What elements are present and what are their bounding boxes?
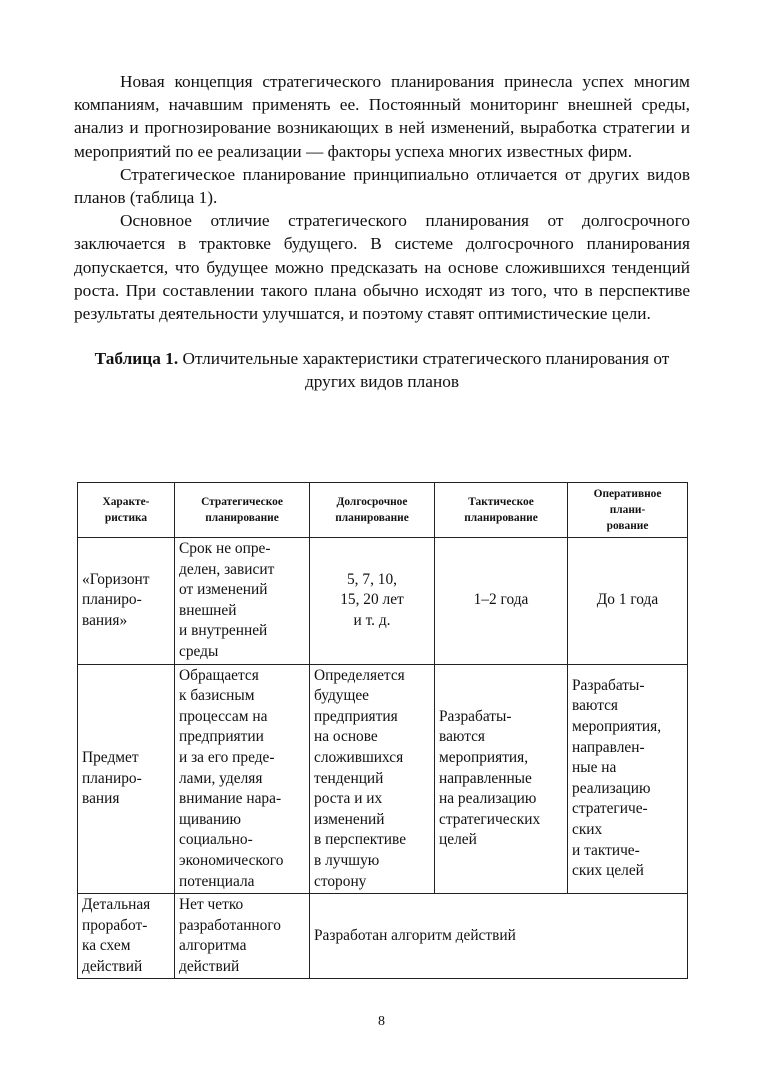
header-operational: Оперативное плани- рование	[568, 483, 688, 538]
table-caption-text: Отличительные характеристики стратегического планирования от других видов планов	[182, 349, 670, 392]
header-long-term: Долгосрочное планирование	[310, 483, 435, 538]
cell-subject-label: Предмет планиро- вания	[78, 664, 175, 894]
cell-detail-strategic: Нет четко разработанного алгоритма действий	[175, 894, 310, 979]
header-characteristic: Характе- ристика	[78, 483, 175, 538]
cell-horizon-long-term: 5, 7, 10, 15, 20 лет и т. д.	[310, 538, 435, 665]
table-caption	[74, 347, 690, 393]
paragraph-1: Новая концепция стратегического планирования принесла успех многим компаниям, начавшим применять ее. Постоянный мониторинг внешней среды, анализ и прогнозирование возникающих в ней изменений, выработка стратегии и мероприятий по ее реализации — факторы успеха многих известных фирм.	[74, 72, 690, 161]
paragraph-2: Стратегическое планирование принципиально отличается от других видов планов (таблица 1).	[74, 164, 690, 208]
cell-horizon-strategic: Срок не опре- делен, зависит от изменений внешней и внутренней среды	[175, 538, 310, 665]
table-row-horizon	[78, 538, 688, 665]
table-caption-label: Таблица 1.	[94, 349, 179, 369]
cell-subject-operational: Разрабаты- ваются мероприятия, направлен- ные на реализацию стратегиче- ских и тактиче- ских целей	[568, 664, 688, 894]
cell-detail-label: Детальная проработ- ка схем действий	[78, 894, 175, 979]
header-strategic: Стратегическое планирование	[175, 483, 310, 538]
table-row-subject	[78, 664, 688, 894]
page-body	[74, 70, 690, 393]
cell-subject-strategic: Обращается к базисным процессам на предприятии и за его преде- лами, уделяя внимание нара- щиванию социально- экономического потенциала	[175, 664, 310, 894]
cell-detail-others: Разработан алгоритм действий	[310, 894, 688, 979]
table-row-detail	[78, 894, 688, 979]
cell-horizon-label: «Горизонт планиро- вания»	[78, 538, 175, 665]
cell-horizon-tactical: 1–2 года	[435, 538, 568, 665]
cell-horizon-operational: До 1 года	[568, 538, 688, 665]
comparison-table	[77, 482, 688, 979]
paragraph-3: Основное отличие стратегического планирования от долгосрочного заключается в трактовке будущего. В системе долгосрочного планирования допускается, что будущее можно предсказать на основе сложившихся тенденций роста. При составлении такого плана обычно исходят из того, что в перспективе результаты деятельности улучшатся, и поэтому ставят оптимистические цели.	[74, 211, 690, 324]
cell-subject-tactical: Разрабаты- ваются мероприятия, направленные на реализацию стратегических целей	[435, 664, 568, 894]
table-header-row	[78, 483, 688, 538]
header-tactical: Тактическое планирование	[435, 483, 568, 538]
page-number: 8	[378, 1014, 385, 1029]
cell-subject-long-term: Определяется будущее предприятия на основе сложившихся тенденций роста и их изменений в перспективе в лучшую сторону	[310, 664, 435, 894]
